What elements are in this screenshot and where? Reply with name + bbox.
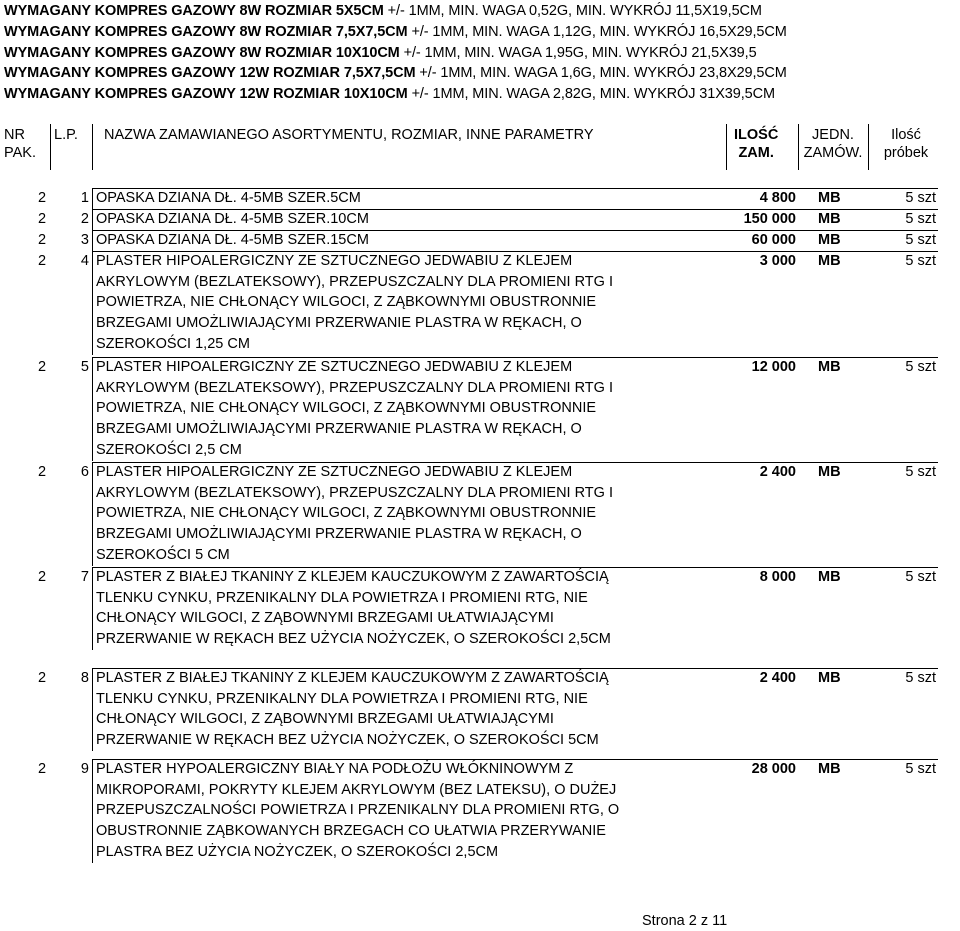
row-divider [92,463,93,566]
row-rule [92,567,938,568]
row-description-line: PLASTER Z BIAŁEJ TKANINY Z KLEJEM KAUCZUKOWYM Z ZAWARTOŚCIĄ [96,569,609,585]
header-divider [92,124,93,170]
row-rule [92,209,938,210]
row-samples: 5 szt [905,190,936,206]
row-description-line: AKRYLOWYM (BEZLATEKSOWY), PRZEPUSZCZALNY DLA PROMIENI RTG I [96,484,613,501]
row-quantity: 3 000 [759,253,796,269]
row-item-number: 3 [80,232,89,248]
row-rule [92,462,938,463]
row-package-number: 2 [38,761,47,777]
row-unit: MB [818,464,841,480]
row-description-line: TLENKU CYNKU, PRZENIKALNY DLA POWIETRZA I PROMIENI RTG, NIE [96,690,588,707]
row-samples: 5 szt [905,211,936,227]
requirement-line: WYMAGANY KOMPRES GAZOWY 12W ROZMIAR 10X10CM +/- 1MM, MIN. WAGA 2,82G, MIN. WYKRÓJ 31X39,5CM [4,86,775,103]
page-number: Strona 2 z 11 [642,913,728,929]
row-description-line: CHŁONĄCY WILGOCI, Z ZĄBOWNYMI BRZEGAMI UŁATWIAJĄCYMI [96,610,554,627]
row-item-number: 2 [80,211,89,227]
row-item-number: 6 [80,464,89,480]
header-quantity: ILOŚĆ ZAM. [734,127,779,161]
header-unit: JEDN. ZAMÓW. [803,127,863,161]
row-description-line: OBUSTRONNIE ZĄBKOWANYCH BRZEGACH CO UŁATWIA PRZERYWANIE [96,823,606,840]
row-rule [92,251,938,252]
row-description-line: OPASKA DZIANA DŁ. 4-5MB SZER.5CM [96,190,361,206]
row-description-line: PLASTER HIPOALERGICZNY ZE SZTUCZNEGO JEDWABIU Z KLEJEM [96,253,573,269]
row-quantity: 60 000 [751,232,796,248]
requirement-line: WYMAGANY KOMPRES GAZOWY 12W ROZMIAR 7,5X7,5CM +/- 1MM, MIN. WAGA 1,6G, MIN. WYKRÓJ 23,8X29,5CM [4,65,787,82]
row-samples: 5 szt [905,569,936,585]
row-package-number: 2 [38,253,47,269]
header-divider [868,124,869,170]
row-description-line: PLASTER HIPOALERGICZNY ZE SZTUCZNEGO JEDWABIU Z KLEJEM [96,464,573,480]
row-samples: 5 szt [905,670,936,686]
row-unit: MB [818,569,841,585]
row-description-line: BRZEGAMI UMOŻLIWIAJĄCYMI PRZERWANIE PLASTRA W RĘKACH, O [96,315,582,332]
header-divider [50,124,51,170]
row-package-number: 2 [38,670,47,686]
row-description-line: MIKROPORAMI, POKRYTY KLEJEM AKRYLOWYM (BEZ LATEKSU), O DUŻEJ [96,781,617,798]
row-rule [92,357,938,358]
row-description-line: PRZERWANIE W RĘKACH BEZ UŻYCIA NOŻYCZEK, O SZEROKOŚCI 5CM [96,732,599,749]
row-description-line: SZEROKOŚCI 1,25 CM [96,335,250,352]
row-unit: MB [818,211,841,227]
row-samples: 5 szt [905,464,936,480]
header-divider [798,124,799,170]
row-package-number: 2 [38,211,47,227]
row-description-line: POWIETRZA, NIE CHŁONĄCY WILGOCI, Z ZĄBKOWNYMI OBUSTRONNIE [96,505,597,522]
row-divider [92,252,93,355]
header-samples: Ilość próbek [883,127,929,161]
row-divider [92,210,93,230]
row-samples: 5 szt [905,761,936,777]
row-quantity: 8 000 [759,569,796,585]
row-samples: 5 szt [905,253,936,269]
row-divider [92,760,93,863]
row-quantity: 150 000 [743,211,796,227]
requirement-line: WYMAGANY KOMPRES GAZOWY 8W ROZMIAR 7,5X7,5CM +/- 1MM, MIN. WAGA 1,12G, MIN. WYKRÓJ 16,5X29,5CM [4,23,787,40]
row-samples: 5 szt [905,359,936,375]
row-divider [92,189,93,209]
row-rule [92,188,938,189]
header-nr: NR PAK. [4,127,36,161]
row-description-line: PRZERWANIE W RĘKACH BEZ UŻYCIA NOŻYCZEK, O SZEROKOŚCI 2,5CM [96,631,611,648]
row-item-number: 9 [80,761,89,777]
row-description-line: PLASTER HYPOALERGICZNY BIAŁY NA PODŁOŻU WŁÓKNINOWYM Z [96,761,574,777]
row-description-line: POWIETRZA, NIE CHŁONĄCY WILGOCI, Z ZĄBKOWNYMI OBUSTRONNIE [96,400,597,417]
row-description-line: PLASTRA BEZ UŻYCIA NOŻYCZEK, O SZEROKOŚCI 2,5CM [96,843,499,860]
row-package-number: 2 [38,569,47,585]
row-samples: 5 szt [905,232,936,248]
row-item-number: 7 [80,569,89,585]
row-item-number: 1 [80,190,89,206]
row-rule [92,230,938,231]
row-description-line: TLENKU CYNKU, PRZENIKALNY DLA POWIETRZA I PROMIENI RTG, NIE [96,589,588,606]
row-rule [92,759,938,760]
row-description-line: POWIETRZA, NIE CHŁONĄCY WILGOCI, Z ZĄBKOWNYMI OBUSTRONNIE [96,294,597,311]
row-description-line: OPASKA DZIANA DŁ. 4-5MB SZER.10CM [96,211,369,227]
row-description-line: AKRYLOWYM (BEZLATEKSOWY), PRZEPUSZCZALNY DLA PROMIENI RTG I [96,273,613,290]
row-description-line: SZEROKOŚCI 2,5 CM [96,441,242,458]
row-item-number: 8 [80,670,89,686]
row-quantity: 2 400 [759,464,796,480]
row-description-line: PLASTER Z BIAŁEJ TKANINY Z KLEJEM KAUCZUKOWYM Z ZAWARTOŚCIĄ [96,670,609,686]
row-divider [92,358,93,461]
header-lp: L.P. [54,127,78,143]
row-quantity: 12 000 [751,359,796,375]
row-description-line: OPASKA DZIANA DŁ. 4-5MB SZER.15CM [96,232,369,248]
row-unit: MB [818,232,841,248]
row-description-line: PRZEPUSZCZALNOŚCI POWIETRZA I PRZENIKALNY DLA PROMIENI RTG, O [96,802,620,819]
row-quantity: 4 800 [759,190,796,206]
requirement-line: WYMAGANY KOMPRES GAZOWY 8W ROZMIAR 5X5CM +/- 1MM, MIN. WAGA 0,52G, MIN. WYKRÓJ 11,5X19,5CM [4,3,762,19]
row-divider [92,568,93,650]
requirement-line: WYMAGANY KOMPRES GAZOWY 8W ROZMIAR 10X10CM +/- 1MM, MIN. WAGA 1,95G, MIN. WYKRÓJ 21,5X39,5 [4,44,757,61]
row-unit: MB [818,359,841,375]
row-unit: MB [818,253,841,269]
row-divider [92,669,93,751]
row-description-line: SZEROKOŚCI 5 CM [96,546,230,563]
row-description-line: AKRYLOWYM (BEZLATEKSOWY), PRZEPUSZCZALNY DLA PROMIENI RTG I [96,379,613,396]
row-package-number: 2 [38,464,47,480]
row-rule [92,668,938,669]
row-quantity: 2 400 [759,670,796,686]
row-description-line: BRZEGAMI UMOŻLIWIAJĄCYMI PRZERWANIE PLASTRA W RĘKACH, O [96,421,582,438]
row-item-number: 5 [80,359,89,375]
header-divider [726,124,727,170]
row-description-line: PLASTER HIPOALERGICZNY ZE SZTUCZNEGO JEDWABIU Z KLEJEM [96,359,573,375]
row-package-number: 2 [38,190,47,206]
row-package-number: 2 [38,359,47,375]
row-unit: MB [818,670,841,686]
row-divider [92,231,93,251]
row-description-line: CHŁONĄCY WILGOCI, Z ZĄBOWNYMI BRZEGAMI UŁATWIAJĄCYMI [96,711,554,728]
row-unit: MB [818,190,841,206]
row-description-line: BRZEGAMI UMOŻLIWIAJĄCYMI PRZERWANIE PLASTRA W RĘKACH, O [96,526,582,543]
row-package-number: 2 [38,232,47,248]
row-quantity: 28 000 [751,761,796,777]
row-unit: MB [818,761,841,777]
header-description: NAZWA ZAMAWIANEGO ASORTYMENTU, ROZMIAR, INNE PARAMETRY [104,127,594,143]
row-item-number: 4 [80,253,89,269]
